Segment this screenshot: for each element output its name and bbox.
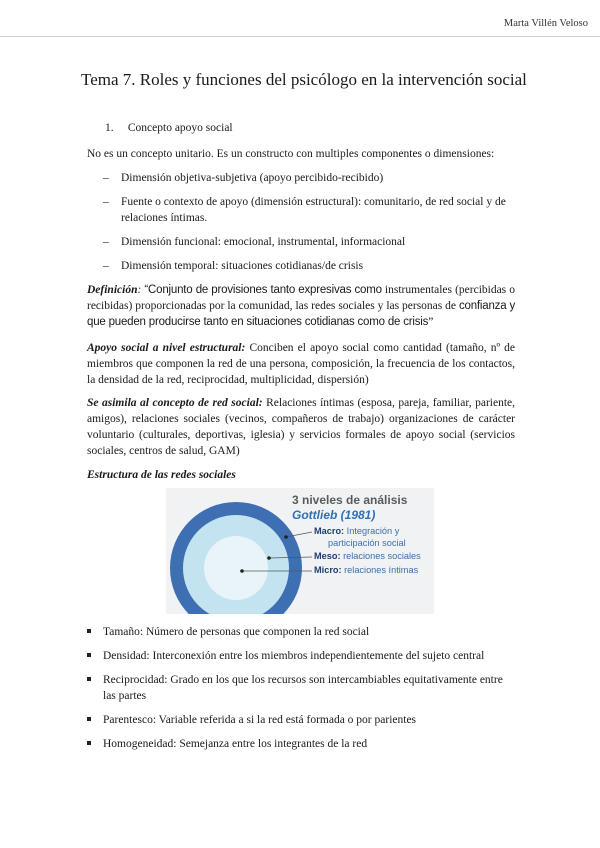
micro-label-line — [314, 565, 418, 575]
definition-colon: : — [137, 284, 145, 296]
estructural-text: Conciben el apoyo social como cantidad (tamaño, nº de miembros que componen la red de una persona, composición, la frecuencia de los contactos, la densidad de la red, reciprocidad, multiplicidad, dispersión) — [87, 342, 515, 386]
macro-label: Macro: — [314, 526, 345, 536]
dash-bullet-icon: – — [103, 172, 109, 184]
list-item-text: Dimensión temporal: situaciones cotidianas/de crisis — [121, 260, 364, 272]
square-bullet-icon — [87, 677, 91, 681]
definition-quote-a: “Conjunto de provisiones tanto expresivas como — [144, 284, 382, 296]
list-item — [103, 258, 523, 274]
macro-label-line — [314, 526, 399, 536]
definition-quote-c: confianza y que pueden producirse tanto en situaciones cotidianas como de crisis — [87, 300, 515, 328]
definition-label: Definición — [87, 284, 138, 296]
list-item-text: Dimensión funcional: emocional, instrumental, informacional — [121, 236, 406, 248]
section-heading — [105, 122, 233, 134]
list-item — [103, 234, 523, 250]
meso-pointer-dot — [267, 556, 271, 560]
meso-text: relaciones sociales — [340, 551, 421, 561]
macro-text: Integración y — [344, 526, 400, 536]
micro-text: relaciones íntimas — [341, 565, 419, 575]
estructura-heading-text: Estructura de las redes sociales — [87, 469, 236, 481]
list-item-text: Dimensión objetiva-subjetiva (apoyo percibido-recibido) — [121, 172, 384, 184]
estructural-label: Apoyo social a nivel estructural: — [87, 342, 246, 354]
square-bullet-icon — [87, 741, 91, 745]
macro-text-line-2: participación social — [328, 538, 406, 548]
intro-paragraph: No es un concepto unitario. Es un constructo con multiples componentes o dimensiones: — [87, 148, 495, 160]
square-bullet-icon — [87, 629, 91, 633]
list-item-text: Reciprocidad: Grado en los que los recursos son intercambiables equitativamente entre las partes — [103, 674, 503, 702]
header-author: Marta Villén Veloso — [503, 18, 588, 29]
page-title: Tema 7. Roles y funciones del psicólogo en la intervención social — [81, 70, 527, 89]
square-bullet-icon — [87, 653, 91, 657]
asimila-text: Relaciones íntimas (esposa, pareja, familiar, pariente, amigos), relaciones sociales (vecinos, compañeros de trabajo) organizaciones de carácter voluntario (culturales, deportivas, iglesia) y servicios formales de apoyo social (servicios sociales, centros de salud, GAM) — [87, 397, 516, 457]
list-item — [87, 712, 517, 728]
estructural-paragraph — [87, 340, 515, 388]
micro-label: Micro: — [314, 565, 342, 575]
list-item — [103, 194, 523, 226]
properties-list — [87, 624, 517, 760]
dash-bullet-icon: – — [103, 260, 109, 272]
asimila-label: Se asimila al concepto de red social: — [87, 397, 263, 409]
meso-label: Meso: — [314, 551, 341, 561]
section-label: Concepto apoyo social — [127, 122, 233, 134]
list-item — [87, 624, 517, 640]
list-item — [87, 736, 517, 752]
dimensions-list — [103, 170, 523, 282]
list-item-text: Parentesco: Variable referida a si la red está formada o por parientes — [103, 714, 417, 726]
dash-bullet-icon: – — [103, 236, 109, 248]
dash-bullet-icon: – — [103, 196, 109, 208]
header-divider — [0, 36, 600, 37]
network-levels-figure — [166, 488, 434, 614]
list-item-text: Fuente o contexto de apoyo (dimensión estructural): comunitario, de red social y de relaciones íntimas. — [121, 196, 506, 224]
micro-circle — [204, 536, 268, 600]
list-item-text: Tamaño: Número de personas que componen la red social — [103, 626, 370, 638]
list-item-text: Densidad: Interconexión entre los miembros independientemente del sujeto central — [103, 650, 485, 662]
definition-quote-b: instrumentales (percibidas o recibidas) proporcionadas por la comunidad, las redes sociales y las personas de — [87, 284, 516, 312]
definition-paragraph — [87, 282, 515, 330]
meso-label-line — [314, 551, 421, 561]
figure-subtitle: Gottlieb (1981) — [292, 508, 376, 522]
definition-quote-end: ” — [428, 316, 434, 328]
square-bullet-icon — [87, 717, 91, 721]
list-item — [87, 672, 517, 704]
list-item — [103, 170, 523, 186]
estructura-heading — [87, 467, 515, 483]
micro-pointer-dot — [240, 569, 244, 573]
list-item — [87, 648, 517, 664]
asimila-paragraph — [87, 395, 515, 459]
section-number: 1. — [105, 122, 114, 134]
macro-pointer-dot — [284, 535, 288, 539]
figure-title: 3 niveles de análisis — [292, 493, 408, 507]
list-item-text: Homogeneidad: Semejanza entre los integrantes de la red — [103, 738, 368, 750]
